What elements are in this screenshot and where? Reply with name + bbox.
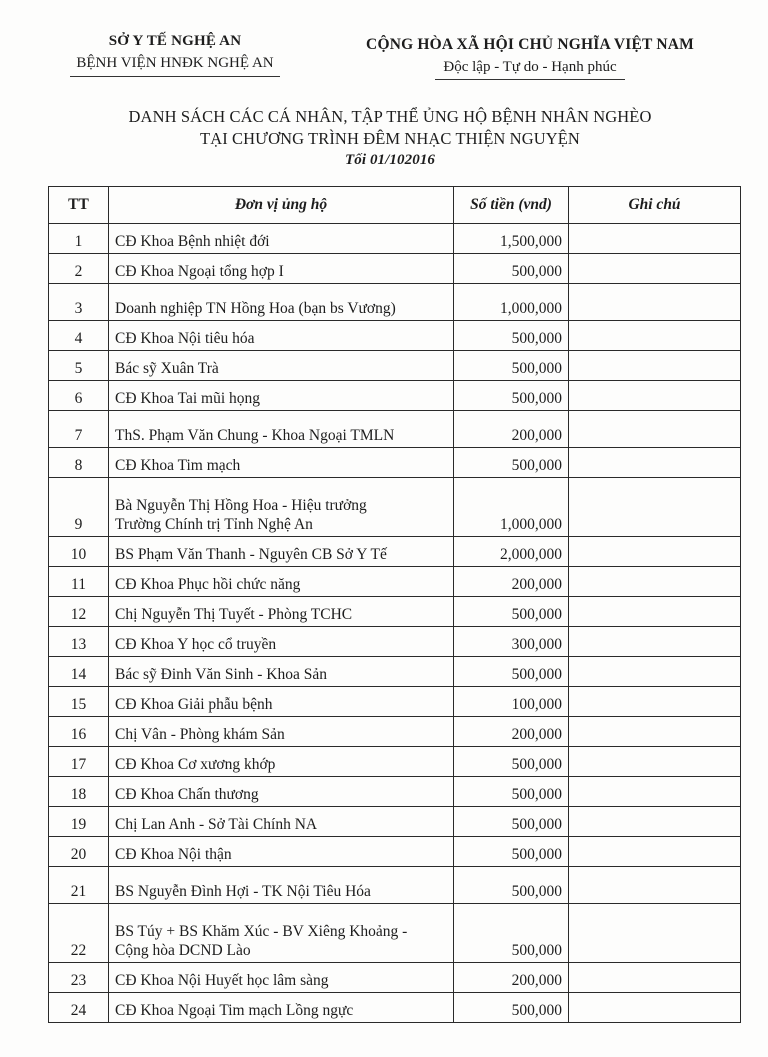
row-number: 17 — [49, 747, 109, 777]
donation-amount: 500,000 — [454, 867, 569, 904]
donor-name-line-1: BS Túy + BS Khăm Xúc - BV Xiêng Khoảng - — [115, 923, 408, 940]
donation-amount: 200,000 — [454, 717, 569, 747]
nation-name: CỘNG HÒA XÃ HỘI CHỦ NGHĨA VIỆT NAM — [366, 36, 694, 53]
note-cell — [569, 993, 741, 1023]
table-row — [49, 254, 741, 284]
donor-name: CĐ Khoa Giải phẫu bệnh — [109, 687, 454, 717]
donation-amount: 200,000 — [454, 963, 569, 993]
row-number: 22 — [49, 904, 109, 963]
note-cell — [569, 351, 741, 381]
note-cell — [569, 687, 741, 717]
donor-name: CĐ Khoa Nội thận — [109, 837, 454, 867]
note-cell — [569, 837, 741, 867]
table-row — [49, 657, 741, 687]
donor-name: CĐ Khoa Nội Huyết học lâm sàng — [109, 963, 454, 993]
table-header-row — [49, 187, 741, 224]
motto-underline — [435, 79, 625, 80]
row-number: 9 — [49, 478, 109, 537]
donation-amount: 500,000 — [454, 351, 569, 381]
column-header-unit: Đơn vị ủng hộ — [109, 187, 454, 224]
table-row — [49, 993, 741, 1023]
donor-name: CĐ Khoa Ngoại tổng hợp I — [109, 254, 454, 284]
table-row — [49, 717, 741, 747]
donation-amount: 500,000 — [454, 448, 569, 478]
row-number: 20 — [49, 837, 109, 867]
column-header-note: Ghi chú — [569, 187, 741, 224]
note-cell — [569, 254, 741, 284]
donor-name: Chị Vân - Phòng khám Sản — [109, 717, 454, 747]
table-row — [49, 381, 741, 411]
table-row — [49, 321, 741, 351]
donor-name — [109, 478, 454, 537]
table-row — [49, 597, 741, 627]
table-row — [49, 537, 741, 567]
table-row — [49, 867, 741, 904]
title-line-1: DANH SÁCH CÁC CÁ NHÂN, TẬP THỂ ỦNG HỘ BỆNH NHÂN NGHÈO — [128, 107, 652, 126]
note-cell — [569, 284, 741, 321]
donor-name-line-1: Bà Nguyễn Thị Hồng Hoa - Hiệu trưởng — [115, 497, 367, 514]
donation-amount: 1,000,000 — [454, 284, 569, 321]
table-row — [49, 478, 741, 537]
note-cell — [569, 321, 741, 351]
note-cell — [569, 807, 741, 837]
row-number: 18 — [49, 777, 109, 807]
donor-name: CĐ Khoa Bệnh nhiệt đới — [109, 224, 454, 254]
table-row — [49, 448, 741, 478]
row-number: 21 — [49, 867, 109, 904]
note-cell — [569, 597, 741, 627]
note-cell — [569, 567, 741, 597]
table-row — [49, 807, 741, 837]
row-number: 15 — [49, 687, 109, 717]
agency-name: SỞ Y TẾ NGHỆ AN — [108, 33, 242, 49]
note-cell — [569, 448, 741, 478]
row-number: 19 — [49, 807, 109, 837]
table-row — [49, 351, 741, 381]
row-number: 16 — [49, 717, 109, 747]
donor-name: CĐ Khoa Tim mạch — [109, 448, 454, 478]
title-line-2: TẠI CHƯƠNG TRÌNH ĐÊM NHẠC THIỆN NGUYỆN — [200, 129, 580, 148]
note-cell — [569, 537, 741, 567]
table-row — [49, 963, 741, 993]
national-header-block — [330, 34, 730, 80]
donation-amount: 500,000 — [454, 837, 569, 867]
note-cell — [569, 627, 741, 657]
row-number: 4 — [49, 321, 109, 351]
donor-name: CĐ Khoa Nội tiêu hóa — [109, 321, 454, 351]
donation-amount: 500,000 — [454, 993, 569, 1023]
note-cell — [569, 657, 741, 687]
donor-name: BS Nguyễn Đình Hợi - TK Nội Tiêu Hóa — [109, 867, 454, 904]
donation-amount: 200,000 — [454, 567, 569, 597]
donor-name-line-2: Trường Chính trị Tỉnh Nghệ An — [115, 516, 313, 533]
donation-amount: 1,000,000 — [454, 478, 569, 537]
event-date: Tối 01/102016 — [344, 152, 436, 168]
note-cell — [569, 717, 741, 747]
row-number: 10 — [49, 537, 109, 567]
donor-name: CĐ Khoa Chấn thương — [109, 777, 454, 807]
note-cell — [569, 904, 741, 963]
donation-amount: 500,000 — [454, 597, 569, 627]
row-number: 3 — [49, 284, 109, 321]
donation-amount: 1,500,000 — [454, 224, 569, 254]
table-row — [49, 837, 741, 867]
donor-name: BS Phạm Văn Thanh - Nguyên CB Sở Y Tế — [109, 537, 454, 567]
donation-amount: 200,000 — [454, 411, 569, 448]
row-number: 1 — [49, 224, 109, 254]
donation-amount: 500,000 — [454, 321, 569, 351]
table-row — [49, 904, 741, 963]
row-number: 12 — [49, 597, 109, 627]
table-row — [49, 567, 741, 597]
donor-name: CĐ Khoa Y học cổ truyền — [109, 627, 454, 657]
column-header-amount: Số tiền (vnd) — [454, 187, 569, 224]
national-motto: Độc lập - Tự do - Hạnh phúc — [443, 59, 617, 75]
donation-amount: 500,000 — [454, 381, 569, 411]
donor-name: Bác sỹ Xuân Trà — [109, 351, 454, 381]
donor-name: CĐ Khoa Cơ xương khớp — [109, 747, 454, 777]
donor-name: CĐ Khoa Phục hồi chức năng — [109, 567, 454, 597]
table-row — [49, 284, 741, 321]
table-row — [49, 747, 741, 777]
row-number: 14 — [49, 657, 109, 687]
donation-amount: 500,000 — [454, 807, 569, 837]
row-number: 2 — [49, 254, 109, 284]
donation-amount: 500,000 — [454, 747, 569, 777]
note-cell — [569, 224, 741, 254]
donor-name: Chị Nguyễn Thị Tuyết - Phòng TCHC — [109, 597, 454, 627]
donation-amount: 2,000,000 — [454, 537, 569, 567]
note-cell — [569, 478, 741, 537]
agency-underline — [70, 76, 280, 77]
note-cell — [569, 411, 741, 448]
note-cell — [569, 777, 741, 807]
table-row — [49, 411, 741, 448]
donation-amount: 300,000 — [454, 627, 569, 657]
row-number: 7 — [49, 411, 109, 448]
donor-name: Doanh nghiệp TN Hồng Hoa (bạn bs Vương) — [109, 284, 454, 321]
row-number: 8 — [49, 448, 109, 478]
table-row — [49, 687, 741, 717]
donor-name: ThS. Phạm Văn Chung - Khoa Ngoại TMLN — [109, 411, 454, 448]
row-number: 6 — [49, 381, 109, 411]
table-row — [49, 224, 741, 254]
note-cell — [569, 963, 741, 993]
row-number: 24 — [49, 993, 109, 1023]
donor-name: CĐ Khoa Ngoại Tim mạch Lồng ngực — [109, 993, 454, 1023]
table-row — [49, 627, 741, 657]
row-number: 11 — [49, 567, 109, 597]
donor-name — [109, 904, 454, 963]
donation-amount: 500,000 — [454, 657, 569, 687]
donation-amount: 500,000 — [454, 254, 569, 284]
column-header-tt: TT — [49, 187, 109, 224]
row-number: 5 — [49, 351, 109, 381]
row-number: 23 — [49, 963, 109, 993]
note-cell — [569, 867, 741, 904]
donor-name: Chị Lan Anh - Sở Tài Chính NA — [109, 807, 454, 837]
note-cell — [569, 747, 741, 777]
donation-amount: 500,000 — [454, 777, 569, 807]
donor-name-line-2: Cộng hòa DCND Lào — [115, 942, 251, 959]
hospital-name: BỆNH VIỆN HNĐK NGHỆ AN — [76, 55, 274, 71]
row-number: 13 — [49, 627, 109, 657]
donation-amount: 100,000 — [454, 687, 569, 717]
issuing-agency-block — [40, 30, 310, 77]
table-row — [49, 777, 741, 807]
donor-name: Bác sỹ Đinh Văn Sinh - Khoa Sản — [109, 657, 454, 687]
donation-amount: 500,000 — [454, 904, 569, 963]
note-cell — [569, 381, 741, 411]
donor-name: CĐ Khoa Tai mũi họng — [109, 381, 454, 411]
donor-table — [48, 186, 741, 1023]
document-title — [40, 106, 740, 170]
